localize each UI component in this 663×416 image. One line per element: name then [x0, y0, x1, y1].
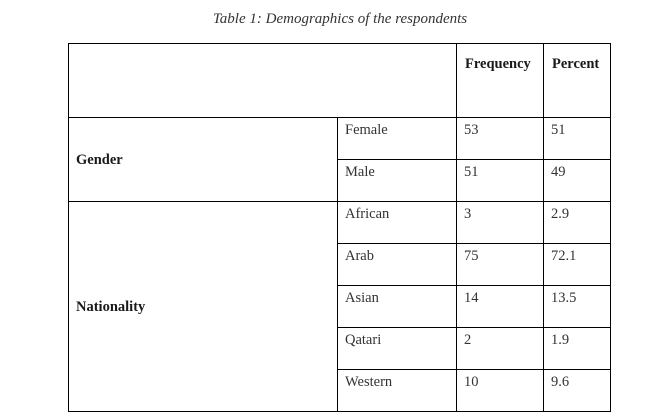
percent-cell: 1.9: [544, 328, 611, 370]
header-percent: [544, 44, 611, 118]
category-cell: Western: [338, 370, 457, 412]
table-header-row: [69, 44, 611, 118]
category-cell: Asian: [338, 286, 457, 328]
category-cell: Male: [338, 160, 457, 202]
percent-cell: 51: [544, 118, 611, 160]
frequency-cell: 51: [457, 160, 544, 202]
percent-cell: 2.9: [544, 202, 611, 244]
header-frequency: [457, 44, 544, 118]
frequency-cell: 75: [457, 244, 544, 286]
header-frequency-label: Frequency: [465, 56, 531, 72]
group-label-gender: Gender: [69, 118, 338, 202]
demographics-table: [68, 43, 611, 412]
header-percent-label: Percent: [552, 56, 600, 72]
category-cell: Qatari: [338, 328, 457, 370]
category-cell: Female: [338, 118, 457, 160]
table-caption: Table 1: Demographics of the respondents: [212, 11, 468, 27]
percent-cell: 13.5: [544, 286, 611, 328]
frequency-cell: 10: [457, 370, 544, 412]
frequency-cell: 3: [457, 202, 544, 244]
table-row: [69, 202, 611, 244]
header-blank-cell: [69, 44, 457, 118]
frequency-cell: 2: [457, 328, 544, 370]
percent-cell: 9.6: [544, 370, 611, 412]
percent-cell: 49: [544, 160, 611, 202]
group-label-nationality: Nationality: [69, 202, 338, 412]
category-cell: African: [338, 202, 457, 244]
table-row: [69, 118, 611, 160]
percent-cell: 72.1: [544, 244, 611, 286]
frequency-cell: 14: [457, 286, 544, 328]
frequency-cell: 53: [457, 118, 544, 160]
category-cell: Arab: [338, 244, 457, 286]
